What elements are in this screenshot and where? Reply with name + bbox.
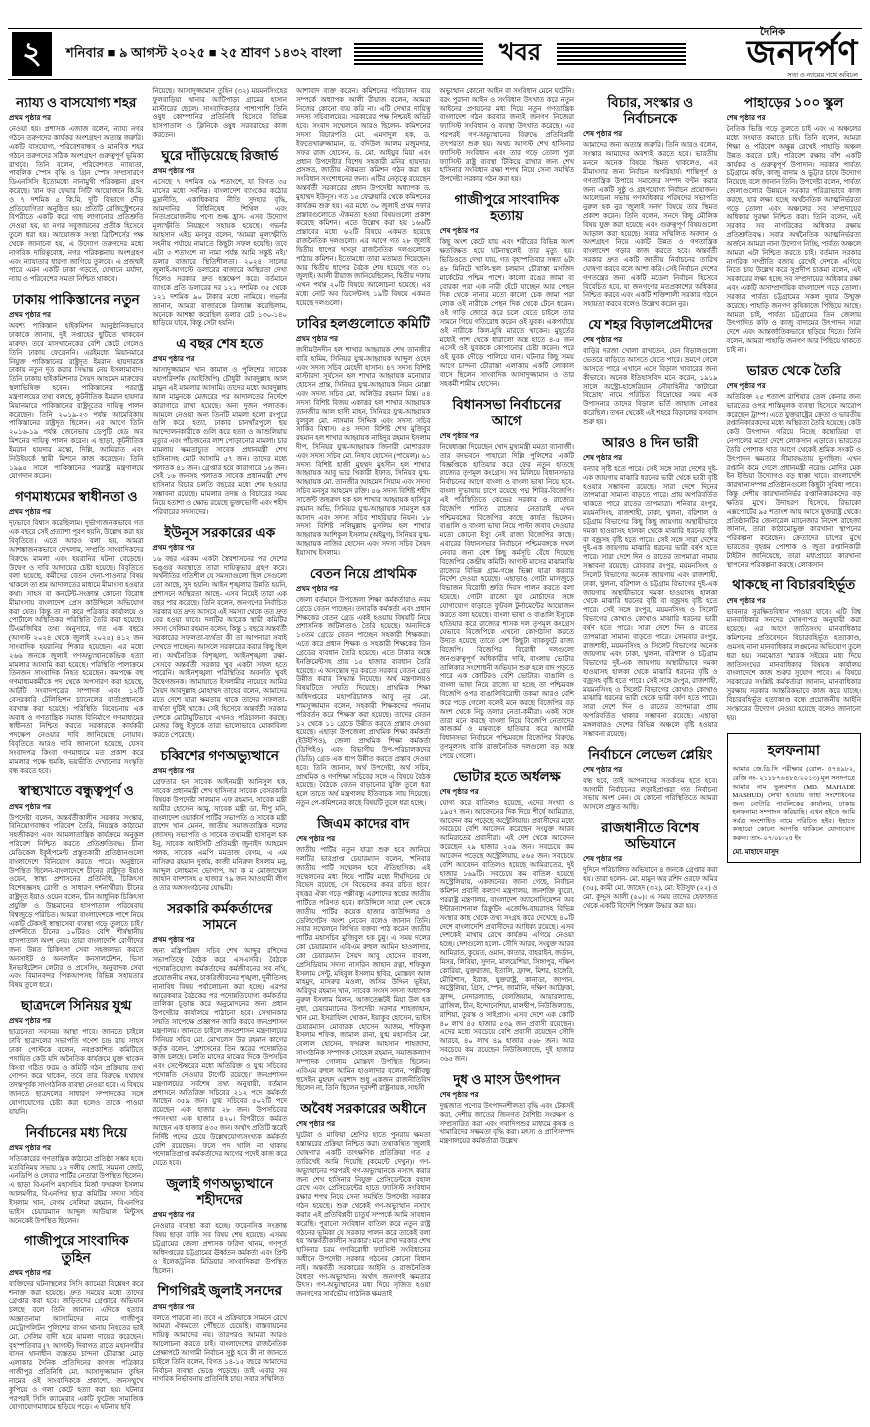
article-headline: বিচার, সংস্কার ও নির্বাচনকে [607, 95, 694, 127]
notice-body: আমার জে.ডি.সি পরীক্ষার (রোল- ৫৭৪৯৮২, রেজি নং- ২১১৮৭৬৪৮৫/২০১৩) মূল সনদপত্রে আমার নাম ভুলবশত (MD. MAHADE MASHUD) লেখা হওয়ায় তাহা সংশোধনের জন্য নোটারি পাবলিকের কার্যালয়, ঢাকায় হলফনামা সম্পাদন করিয়াছি। এখন হইতে আমি সর্বত্র সংশোধিত নামে পরিচিত হইব। ইহাতে কাহারো কোনো আপত্তি থাকিলে যোগাযোগ করুন। তাং- ০৭/০৮/২৫ ইং [732, 766, 855, 842]
article-body: অভ্যুত্থান কোনো আইন বা সংবিধান মেনে ঘটেনি। বরং পুরানা আইন ও সংবিধান উৎখাত করে নতুন আইনের প্রণয়নের মধ্য দিয়ে নতুন গণতান্ত্রিক বাংলাদেশ গঠন করবার জন্যই জনগণ নিজেরা ফ্যাসিস্ট সংবিধান ও ব্যবস্থা উৎখাত করেছে। এর পরপরই গণ-অভ্যুত্থানের বিরুদ্ধে প্রতিবিপ্লবী তৎপরতা শুরু হয়। অথচ আগস্ট শেখ হাসিনার ফ্যাসিস্ট সংবিধান এবং তার গড়ে তোলা পুরা ফ্যাসিস্ট রাষ্ট্র ব্যবস্থা টিকিয়ে রাখার জন্য শেখ হাসিনার সংবিধান রক্ষা শপথ নিয়ে সেনা সমর্থিত উপদেষ্টা সরকার গঠন করা হয়। [439, 88, 574, 184]
article-body: বলতে পারবো না। তবে এ প্রক্রিয়াকে সামনে রেখে আমরা ঐকমত্যে পৌঁছতে চেয়েছি। বাস্তবায়নের দায়িত্ব আমাদের নয়। তারপরও আমরা আরও আলোচনা করতে চাই। বাংলাদেশের রাজনৈতিক প্রেক্ষাপটে আগামী নির্বাচন সুষ্ঠু হবে কী না জানতে চাইলে তিনি বলেন, বিগত ১৪-১৫ বছরে আমাদের নির্বাচন ব্যবস্থা ভেঙে পড়েছে। তাই এবার সব নাগরিক নির্ভাবনায় প্রতিনিধি চায়। সবার সম্মিলিত [152, 1314, 287, 1384]
article-body: অতিরিক্ত ২৫ শতাংশ রাশিয়ার তেল কেনার জন্য ভারতের ওপর শাস্তিমূলক ব্যবস্থা হিসেবে আরোপ করেছেন ট্রাম্প। এতে যুক্তরাষ্ট্রের ক্রেতা ও ভারতীয় রপ্তানিকারকদের মধ্যে অস্থিরতা তৈরি হয়েছে। কেউ কেউ উৎপাদন গরিয়ে নিচ্ছে কম্বোডিয়া বা নেপালের মতো দেশে লোকসান এড়াতে। ভারতের তৈরি পোশাক খাত আগে থেকেই শ্রমিক সংকট ও উৎপাদন ক্ষমতার সীমাবদ্ধতায় ভুগছিল। এখন রপ্তানি কমে গেলে প্রধানমন্ত্রী নরেন্দ্র মোদির মেক ইন ইন্ডিয়া উদ্যোগও বড় ধাক্কা খাবে। বাংলাদেশি কারখানাসম্পন্ন প্রতিষ্ঠানগুলো কিছুটা সুবিধা পাবে। কিন্তু দেশীয় কারখানানির্ভর রপ্তানিকারকদের বড় ক্ষতির মুখে। উদাহরণ হিসেবে, রিভাকো এক্সপোর্টের ৯৫ শতাংশ আয় আসে যুক্তরাষ্ট্র থেকে। প্রতিষ্ঠানটির জেনারেল ম্যানেজার নিদেশ রাহেজা জানান, তারা কাঠামোভুক্ত কারখানা স্থাপনের পরিকল্পনা করেছেন। ক্রেতাদের চাপের মুখে ভারতের বৃহত্তম পোশাক ও জুতা রপ্তানিকারী টাইটান জানিয়েছে, তারা মধ্যপ্রাচ্যে কারখানা স্থাপনের পরিকল্পনা করছে। লোকসান [726, 393, 861, 569]
article-headline: নির্বাচনে লেভেল প্লেয়িং [588, 746, 713, 762]
continued-from-label: শেষ পৃষ্ঠার পর [726, 381, 766, 390]
news-column [727, 88, 862, 1417]
article-body: বন্যার সৃষ্টি হতে পারে। সেই সঙ্গে সারা দেশের দুই-এক জায়গায় মাঝারি ধরনের ভারী থেকে ভারী বৃষ্টি হওয়ার সম্ভাবনা রয়েছে। সারা দেশে দিনের তাপমাত্রা সামান্য বাড়তে পারে। প্রায় অপরিবর্তিত থাকতে পারে রাতের তাপমাত্রা। শনিবার রংপুর, ময়মনসিংহ, রাজশাহী, ঢাকা, খুলনা, বরিশাল ও চট্টগ্রাম বিভাগের কিছু কিছু জায়গায় অস্থায়ীভাবে দমকা হাওয়াসহ হালকা থেকে মাঝারি ধরনের বৃষ্টি বা বজ্রসহ বৃষ্টি হতে পারে। সেই সঙ্গে সারা দেশের দুই-এক জায়গায় মাঝারি ধরনের ভারী বর্ষণ হতে পারে। সারা দেশে দিন ও রাতের তাপমাত্রা নামায় সম্ভাবনা রয়েছে। রোববার রংপুর, ময়মনসিংহ ও সিলেট বিভাগের অনেক জায়গায় এবং রাজশাহী, ঢাকা, খুলনা, বরিশাল ও চট্টগ্রাম বিভাগের দুই-এক জায়গায় অস্থায়ীভাবে দমকা হাওয়াসহ হালকা থেকে মাঝারি ধরনের বৃষ্টি বা বজ্রসহ বৃষ্টি হতে পারে। সেই সঙ্গে রংপুর, ময়মনসিংহ ও সিলেট বিভাগের কোথাও কোথাও মাঝারি ধরনের ভারী বর্ষণ হতে পারে। সারা দেশে দিন ও রাতের তাপমাত্রা সামান্য বাড়তে পারে। সোমবার রংপুর, রাজশাহী, ময়মনসিংহ ও সিলেট বিভাগের অনেক জায়গায় এবং ঢাকা, খুলনা, বরিশাল ও চট্টগ্রাম বিভাগের দুই-এক জায়গায় অস্থায়ীভাবে দমকা হাওয়াসহ হালকা থেকে মাঝারি ধরনের বৃষ্টি ও বজ্রসহ বৃষ্টি হতে পারে। সেই সঙ্গে রংপুর, রাজশাহী, ময়মনসিংহ ও সিলেট বিভাগের কোথাও কোথাও মাঝারি ধরনের ভারী থেকে ভারী বর্ষণ হতে পারে। সারা দেশে দিন ও রাতের তাপমাত্রা প্রায় অপরিবর্তিত থাকার সম্ভাবনা রয়েছে। এছাড়া মঙ্গলবারও দেশের বিভিন্ন অঞ্চলে বৃষ্টি হওয়ার সম্ভাবনা রয়েছে। [583, 465, 718, 738]
decorative-rules-right [557, 43, 686, 65]
newspaper-masthead [708, 28, 858, 80]
article-headline: ঘুরে দাঁড়িয়েছে রিজার্ভ [161, 147, 279, 163]
article-body: দৃঢ়ভাবে বিশ্বাস করেছিলাম। দুর্ভাগ্যজনকভাবে গত এক বছরে সেই প্রত্যাশা পূরণ হয়নি, উল্লেখ করা হয় বিবৃতিতে। এতে আরও বলা হয়, আমরা আশঙ্কাজনকভাবে দেখলাম, সম্প্রতি সাংবাদিকদের বিরুদ্ধে মামলা এবং হয়রানির ঘটনা বেড়েছে। উদ্বেগ ও দাবি আদায়ের চেষ্টা হয়েছে। বিবৃতিতে বলা হয়েছে, কর্মীদের বেতন দেনা-পাওনার বিষয় থাকলে তা শ্রম আদালতের মাধ্যমে মীমাংসা হওয়ার কথা। সাহস বা কনটেন্ট-সংক্রান্ত কোনো বিরোধ মীমাংসায় বাংলাদেশ প্রেস কাউন্সিলে অভিযোগ করা যেত। কিন্তু তা না করে পত্রিকার কার্যালয়ে ও পোর্টালে অস্থিতিকর পরিস্থিতি তৈরি করা হয়েছে। টিএমজিবির তথ্য অনুসারে, গত এক বছরে (আগস্ট ২০২৪ থেকে জুলাই ২০২৫) ৪১২ জন সাংবাদিক হয়রানির শিকার হয়েছেন। এর মধ্যে ২৬৬ জনকে জুলাই গণঅভ্যুত্থানকেন্দ্রিক হত্যা মামলার আসামি করা হয়েছে। পরিস্থিতি পালাক্রমে তিনজন সাংবাদিক নিহত হয়েছেন। কমপক্ষে বহু গণমাধ্যমকর্মীকে পদ থেকে অপসারণ করা হয়েছে, আটটি সংবাদপত্রের সম্পাদক এবং ১২টি বেসরকারি টেলিভিশন চ্যানেলের বার্তাপ্রধানকে বরখাস্ত করা হয়েছে। পরিস্থিতি বিবেচনায় এক অবাধ ও গণতান্ত্রিক সমাজ বিনির্মাণে গণমাধ্যমের স্বাধীনতা নিশ্চিত করতে সরকারকে কার্যকরী পদক্ষেপ নেওয়ার দাবি জানিয়েছে নোয়াব। বিবৃতিতে আরও দাবি জানানো হয়েছে, যেসব সংবাদপত্র কিংবা গণমাধ্যমে মত প্রকাশ করে মামলার পক্ষে হুমকি, ভয়ভীতি দেখানোর সংস্কৃতি বন্ধ করতে হবে। [9, 520, 144, 775]
date-line: শনিবার ■ ৯ আগস্ট ২০২৫ ■ ২৫ শ্রাবণ ১৪৩২ বাংলা [66, 44, 342, 60]
continued-from-label: প্রথম পৃষ্ঠার পর [9, 802, 52, 811]
article-headline: বেতন নিয়ে প্রাথমিক [309, 565, 417, 581]
article-body: সত্যিকারের গণতান্ত্রিক কাঠামো প্রতিষ্ঠা সম্ভব হবে। মতবিনিময় সভায় ১২ দলীয় জোট, সমমনা জোট, এনডিপি ও লেবার পার্টির নেতারা উপস্থিত ছিলেন। এ ছাড়া বিএনপি মহাসচিব মির্জা ফখরুল ইসলাম আলমগীর, বিএনপির ছাত্র কমিটির সদস্য সচিব ইসলাম খান, বেগম সেলিমা রহমান, বিএনপির ভাইস চেয়ারম্যান আব্দুল আউয়াল মিন্টুসহ অনেকেই উপস্থিত ছিলেন। [9, 1155, 144, 1225]
article-headline: নির্বাচনের মধ্য দিয়ে [25, 1124, 128, 1140]
news-column [153, 88, 288, 1417]
article-body: এসেছে ৭ দশমিক ৩৯ শতাংশে, যা বিগত ৩৫ মাসের মধ্যে সর্বনিম্ন। বাংলাদেশ ব্যাংকের কঠোর মুদ্রানীতি, একাধিকবার নীতি সুদহার বৃদ্ধি, আমদানির বিধিনিষেধ শিথিল এবং নিত্যপ্রয়োজনীয় পণ্যে শুল্ক হ্রাস- এসব উদ্যোগ মূল্যস্ফীতি নিয়ন্ত্রণে সহায়ক হয়েছে। গভর্নর আহসান এইচ মনসুর বলেন, 'আমরা মূল্যস্ফীতি সহনীয় পর্যায়ে নামাতে কিছুটা সফল হয়েছি। তবে এটা ৩ শতাংশে না নামা পর্যন্ত আমি সন্তুষ্ট নই।' ডলার বাজারে স্থিতিশীলতা। ২০২৪ সালের জুলাই-আগস্টে ডলারের বাজারে অস্থিরতা দেখা দিলেও সরকার দ্রুত হস্তক্ষেপ করে। বর্তমানে ব্যাংকে প্রতি ডলারের দর ১২১ দশমিক ৩৫ থেকে ১২১ দশমিক ৯০ টাকার মধ্যে নামিয়ে। গভর্নর জানান, আমরা বাজারকে রিল্যাক্স করেছিলাম, অনেকে আশঙ্কা করেছিল ডলার রেট ১৩০-১৪০ ছাড়িয়ে যাবে, কিন্তু সেটা হয়নি। [152, 179, 287, 328]
article-body: ব্যক্তিদের ঘটনাস্থলের সিসি ক্যামেরা বিশ্লেষণ করে শনাক্ত করা হয়েছে। দ্রুত সময়ের মধ্যে তাদের গ্রেপ্তার করা হবে। জড়িতদের গ্রেপ্তারে অভিযান চলছে বলে তিনি জানান। এদিকে হত্যার অজ্ঞাতনামা আসামিদের নামে গাজীপুর মেট্রোপলিটন পুলিশের বাসন থানায় নিহতের ভাই মো. সেলিম বাদী হয়ে মামলা দায়ের করেছেন। বৃহস্পতিবার (৭ আগস্ট) দিবাগত রাতে মহানগরীর বাসন থানাধীন ব্যস্ততম চান্দনা চৌরাস্তা মোড় এলাকার দৈনিক প্রতিদিনের কাগজ পত্রিকার গাজীপুর প্রতিনিধি মো. আসাদুজ্জামান তুহিন নামের ওই সাংবাদিককে প্রকাশ্যে, জনসম্মুখে কুপিয়ে ও গলা কেটে হত্যা করা হয়। ঘটনার পরপরই সিসি ক্যামেরার একটি ফুটেজ সামাজিক যোগাযোগমাধ্যমে ছড়িয়ে পড়ে। এ ঘটনায় ছবি [9, 1280, 144, 1412]
article-headline: গাজীপুরে সাংবাদিক হত্যায় [454, 192, 560, 224]
continued-from-label: প্রথম পৃষ্ঠার পর [152, 167, 195, 176]
continued-from-label: প্রথম পৃষ্ঠার পর [152, 1302, 195, 1311]
continued-from-label: প্রথম পৃষ্ঠার পর [9, 311, 52, 320]
article-body: অবশ্য পাকিস্তান হাইকমিশন আনুষ্ঠানিকভাবে ঢাকাকে জানায়, দুই সপ্তাহের ছুটিতে থাকবেন মারুফ। তবে মাসখানেকের বেশি কেটে গেলেও তিনি ঢাকায় ফেরেননি। এরইমধ্যে মিয়ানমারে নিযুক্ত পাকিস্তানের রাষ্ট্রদূত ইমরান হায়দারকে ঢাকায় নতুন দূত করার সিদ্ধান্ত নেয় ইসলামাবাদ। তিনি ঢাকায় হাইকমিশনার সৈয়দ আহমেদ মারুফের স্থলাভিষিক্ত হবেন। পাকিস্তানের পররাষ্ট্র মন্ত্রণালয়ের তথ্য বলছে, কূটনীতিক ইমরান হায়দার মিয়ানমারে পাকিস্তানের রাষ্ট্রদূতের দায়িত্ব পালন করেছেন। তিনি ২০১৯-২৩ পর্যন্ত আমেরিকায় পাকিস্তানের রাষ্ট্রদূত ছিলেন। এর আগে তিনি ২০১৬-১৯ পর্যন্ত জেনেভায় ডেপুটি হেড অব মিশনের দায়িত্ব পালন করেন। এ ছাড়া, কূটনীতিক ইমরান হায়দার মস্কো, দিল্লি, আমিরাত এবং নিউইয়র্কে স্থায়ী মিশনে কাজ করেছেন। তিনি ১৯৯৫ সালে পাকিস্তানের পররাষ্ট্র মন্ত্রণালয়ে যোগদান করেন। [9, 323, 144, 481]
article-body: যোগ্য করে বাতিলও হয়েছে, এদের সংখ্যা ও ১৯৫৭ জন। আবেদনের দিক দিয়ে শীর্ষে আমিরাত, আবেদন কম পড়েছে অস্ট্রেলিয়ায়। প্রবাসীদের মধ্যে সবচেয়ে বেশি আবেদন করেছেন সংযুক্ত আরব আমিরাতের প্রবাসীরা। এই দেশ থেকে আবেদন করেছেন ২৯ হাজার ২৫৯ জন। সবচেয়ে কম আবেদন পড়েছে অস্ট্রেলিয়ায়, ৫৬৫ জন। সবচেয়ে বেশি আবেদন বাতিলও হয়েছে আমিরাতের, দুই হাজার ১৬৯টি। সবচেয়ে কম বাতিল হয়েছে অস্ট্রেলিয়ায়, একজনের। জানা গেছে, নির্বাচন কমিশন প্রবাসী কল্যাণ মন্ত্রণালয়, জনশক্তি ব্যুরো, পররাষ্ট্র মন্ত্রণালয়, বাংলাদেশ অ্যাসোসিয়েশন অব ইন্টারন্যাশনাল রিক্রুটিং এজেন্সি-বায়রাসহ বিভিন্ন সংস্থার কাছ থেকে তথ্য সংগ্রহ করে দেখেছে ৪০টি দেশে বাংলাদেশি প্রবাসীদের আধিক্য রয়েছে। এসব দেশকেই মাথায় রেখে কার্যক্রম এগিয়ে নেওয়া হচ্ছে। দেশগুলো হলো- সৌদি আরব, সংযুক্ত আরব আমিরাত, কুয়েত, ওমান, কাতার, বাহরাইন, জর্ডান, মিসর, লিবিয়া, সুদান, মালয়েশিয়া, সিঙ্গাপুর, দক্ষিণ কোরিয়া, যুক্তরাজ্য, ইতালি, ফ্রান্স, মিশর, হাঙ্গেরি, মৌরিশাস, ইরাক, যুক্তরাষ্ট্র, কানাডা, জাপান, অস্ট্রেলিয়া, গ্রিস, স্পেন, জার্মানি, দক্ষিণ আফ্রিকা, ফ্রান্স, নেদারল্যান্ড, বেলজিয়াম, আয়ারল্যান্ড, ব্রাজিল, চীন, ইন্দোনেশিয়া, মালদ্বীপ, নিউজিল্যান্ড, রাশিয়া, তুরস্ক ও সাইপ্রাস। এসব দেশে এক কোটি ৪০ লাখ ৪৫ হাজার ৫৩৯ জন প্রবাসী রয়েছেন। এদের মধ্যে সবচেয়ে বেশি প্রবাসী রয়েছেন সৌদি আরবে, ৪০ লাখ ৪৯ হাজার ৫৬৮ জন। আর সবচেয়ে কম রয়েছেন নিউজিল্যান্ডে, দুই হাজার ৩৬৫ জন। [439, 799, 574, 1063]
notice-signature: মো. মাহাদে মাসুদ [732, 848, 779, 857]
article-body: জাতীয় পার্টির নতুন যাত্রা শুরু হবে জানিয়ে দলটির ভারপ্রাপ্ত চেয়ারম্যান বলেন, 'শনিবার জাতীয় পার্টি সম্মেলন হবে ঐতিহাসিক। এই সম্মেলনের মধ্য দিয়ে পার্টির মধ্যে দীর্ঘদিনের যে বিভেদ রয়েছে, সে বিভেদের কবর রচিত হবে।' বৃহত্তর ঐক্য গড়ে পল্লীবন্ধু এরশাদের স্বপ্নের জাতীয় পার্টিতে পরিণত হবে। কাউন্সিলে সারা দেশ থেকে জাতীয় পার্টির কয়েক হাজার কাউন্সিলর ও ডেলিগেটস অংশ নেবেন বলেও জানান তিনি। সবার সম্মেলনে লিখিত বক্তব্য পাঠ করেন জাতীয় পার্টির মহাসচিব মুজিবুল হক চুন্নু। এ সময় দলের কো চেয়ারম্যান এবিএম রুহুল আমিন হাওলাদার, কো চেয়ারম্যান সৈয়দ আবু হোসেন বাবলা, প্রেসিডিয়াম সদস্য নাসরিন জাহান রত্না, শফিকুল ইসলাম সেন্টু, মহিবুল ইসলাম ছবির, মোস্তফা আল মাহমুদ, মাসরুর মওলা, জসিম উদ্দিন ভূইয়া, অরিফুর রহমান খান, সাবেক সংসদ সদস্য অধ্যাপক নুরুল ইসলাম মিলন, আজতেক্সটই মিয়া উল হক নুধা, চেয়ারম্যানের উপদেষ্টা সরদার শাহজাহান, খান মো. ইসরাফিল খোকন, ইয়াকুব হোসেন, ভাইস চেয়ারম্যান মোবারক হোসেন আজম, শফিকুল ইসলাম শফিক, জামাল রানা, যুগ্ম মহাসচিব মো. বেলাল হোসেন, ফখরুল আহসান শাহজাদা, সাংগঠনিক সম্পাদক সোহেল রহমান, সমাজকল্যাণ সম্পাদক গোলাম মোস্তফা উপস্থিত ছিলেন। এবিএম রুহুল আমিন হাওলাদার বলেন, 'পল্লীবন্ধু হুসেইন মুহম্মদ এরশাদ শুধু একজন রাজনীতিবিদ ছিলেন না, তিনি ছিলেন দূরদর্শী রাষ্ট্রনায়ক, সাহসী [296, 847, 431, 1093]
article-headline: গণমাধ্যমের স্বাধীনতা ও [14, 489, 138, 505]
article-headline: ভোটার হতে অর্ধলক্ষ [452, 768, 561, 784]
article-headline: জিএম কাদের বাদ [317, 815, 410, 831]
continued-from-label: শেষ পৃষ্ঠার পর [583, 130, 623, 139]
article-headline: গাজীপুরে সাংবাদিক তুহিন [23, 1233, 129, 1265]
decorative-rules-left [354, 43, 483, 65]
continued-from-label: প্রথম পৃষ্ঠার পর [152, 1211, 195, 1220]
continued-from-label: প্রথম পৃষ্ঠার পর [9, 1268, 52, 1277]
article-headline: অবৈধ সরকারের অধীনে [300, 1101, 427, 1117]
article-body: জন্য মন্ত্রিপরিষদ সচিব শেখ আব্দুর রশিদের সভাপতিত্বে বৈঠক করে এসএসবি। বৈঠকে পদোন্নতিযোগ্য কর্মকর্তাদের কর্মজীবনের সব নথি, প্রয়োজনীয় নম্বর, চাকরিজীবনের শৃঙ্খলা, দুর্নীতিসহ নানাবিধ বিষয় পর্যালোচনা করা হচ্ছে। এরপর আরেকবার বৈঠকের পর পদোন্নতিযোগ্য কর্মকর্তার তালিকা চূড়ান্ত করে অনুমোদনের জন্য প্রধান উপদেষ্টার কার্যালয়ে পাঠানো হবে। সেখানকার সম্মতি সাপেক্ষে প্রজ্ঞাপন জারি করবে জনপ্রশাসন মন্ত্রণালয়। জানতে চাইলে জনপ্রশাসন মন্ত্রণালয়ের সিনিয়র সচিব মো. মোখলেস উর রহমান কাগের কর্তৃক বলেন, 'প্রশাসনের তিন স্তরের পদোন্নতির কাজ চলছে। চলতি মাসের মাঝের দিকে উপসচিব এবং সেপ্টেম্বরের মধ্যে অতিরিক্ত ও যুগ্ম সচিবের পদোন্নতি দেওয়ার টার্গেট রয়েছে।' জনপ্রশাসন মন্ত্রণালয়ের সর্বশেষ তথ্য অনুযায়ী, বর্তমান প্রশাসনে অতিরিক্ত সচিবের ২১২ পদে কর্মকর্তা আছেন ৩৫৯ জন। যুগ্ম সচিবের ৫০২টি পদে রয়েছেন এক হাজার ২৮ জন। উপসচিবের পদসংখ্যা এক হাজার ৪২০। বিপরীতে কর্মরত আছেন এক হাজার ৪৩৫ জন। অর্থাৎ প্রতিটি স্তরেই নির্দিষ্ট পদের চেয়ে উল্লেখযোগ্যসংখ্যক কর্মকর্তা বেশি রয়েছেন। ফলে পদ খালি না থাকায় পদোন্নতিপ্রাপ্ত কর্মকর্তাদের আগের পদেই কাজ করে যেতে হবে। [152, 948, 287, 1168]
article-headline: সরকারি কর্মকর্তাদের সামনে [167, 901, 273, 933]
masthead-daily-label: দৈনিক [760, 27, 786, 39]
article-headline: যে শহর বিড়ালপ্রেমীদের [588, 317, 713, 333]
article-body: উপদেষ্টা বলেন, অন্তর্বর্তীকালীন সরকার সংস্কার, বিনিয়োগবান্ধব পরিবেশ তৈরি, নিয়ন্ত্রক কাঠামো সহজীকরণ এবং আমলাতান্ত্রিক কার্যক্রমে অনুকূল পরিবেশ নিশ্চিত করতে প্রতিশ্রুতিবদ্ধ। চীনা মেডিকেল ইকুইপমেন্ট প্রস্তুতকারী প্রতিষ্ঠানগুলো বাংলাদেশে বিনিয়োগ করতে পারে। অনুষ্ঠানে উপস্থিত ছিলেন-বাংলাদেশে চীনের রাষ্ট্রদূত ইয়াও ওয়েন, স্বাস্থ্য প্রশাসনের প্রতিনিধি, চিকিৎসা বিশেষজ্ঞসহ রোগী ও সাধারণ দর্শনার্থীরা। চীনের রাষ্ট্রদূত ইয়াও ওয়েন বলেন, 'চীন আধুনিক চিকিৎসা প্রযুক্তি ও উচ্চমানের হাসপাতাল পরিষেবায় বিশ্বজুড়ে পরিচিত। আমরা বাংলাদেশকে পাশে নিয়ে একটি টেকসই স্বাস্থ্যসেবা ব্যবস্থা গড়ে তুলতে চাই।' প্রদর্শনীতে চীনের ১০টিরও বেশি শীর্ষস্থানীয় হাসপাতাল অংশ নেয়। তারা বাংলাদেশি রোগীদের জন্য উন্নত চিকিৎসা সেবা সহজলভ্য করতে অনসাইট ও অনলাইন কনসালটেশন, ভিসা ইনভাইটেশন লেটার ও প্রসেসিং, অনুবাদক সেবা এবং বিমানবন্দর পিকআপসহ বিভিন্ন সহায়তার বিষয় তুলে ধরে। [9, 814, 144, 990]
affidavit-notice-box [727, 733, 862, 863]
continued-from-label: শেষ পৃষ্ঠার পর [296, 1120, 336, 1129]
article-body: বন্ধ হবে, তাই আপনাদের সতর্কতম হতে হবে। আগামী নির্বাচনের লড়াইপ্রাপ্তরা গত নির্বাচনা সভায় অংশ নেন। যে কোনো পরিস্থিতিতে আমরা আসলে প্রস্তুত আছি। [583, 777, 718, 812]
masthead-title: জনদর্পণ [746, 35, 859, 74]
article-headline: দুধ ও মাংস উৎপাদন [453, 1071, 561, 1087]
article-headline: ঢাকায় পাকিস্তানের নতুন [12, 292, 140, 308]
article-headline: বিধানসভা নির্বাচনের আগে [452, 396, 562, 428]
news-column [440, 88, 575, 1417]
continued-from-label: শেষ পৃষ্ঠার পর [583, 855, 623, 864]
continued-from-label: প্রথম পৃষ্ঠার পর [296, 584, 339, 593]
article-body: গ্রেফতার হন সাবেক আইনমন্ত্রী আনিসুল হক, সাবেক প্রধানমন্ত্রী শেখ হাসিনার সাবেক বেসরকারি বিষয়ক উপদেষ্টা সালমান এফ রহমান, সাবেক মন্ত্রী আমীর হোসেন আমু, সাবেক মন্ত্রী ডা. দীপু মনি, বাংলাদেশ ওয়ার্কার্স পার্টির সভাপতি ও সাবেক মন্ত্রী রাশেদ খান মেনন, জাতীয় সমাজতান্ত্রিক দলের (জাসদ) সভাপতি ও সাবেক তথ্যমন্ত্রী হাসানুল হক ইনু, সাবেক আইসিটি প্রতিমন্ত্রী জুনাইদ আহমেদ পলক, সাবেক এমপি মমতাজ বেগম, এ এম নাসিরুর রহমান দুর্জয়, কাজী মনিরুল ইসলাম মনু, আব্দুল লোহমান ভোগাপ, আ ক ম মোজাম্মেল জাহান বাদশাসহ ৫ হাজার ৭৯ জন আওয়ামী লীগ ও তার অঙ্গসংগঠনের যোদ্ধমী। [152, 779, 287, 893]
section-title: খবর [498, 40, 542, 66]
continued-from-label: প্রথম পৃষ্ঠার পর [9, 1017, 52, 1026]
article-body: নেওয়া হয়। প্রশাসক এজাজ বলেন, ন্যায্য নগর গঠনে তরুণদের কার্যকর অংশগ্রহণ অত্যন্ত জরুরি। একটি বাসযোগ্য, পরিবেশবান্ধব ও মানবিক শহর গঠনে তরুণদের সঠিক অংশগ্রহণ গুরুত্বপূর্ণ ভূমিকা রাখবে। তিনি বলেন, পরিবেশগত ন্যায্যতা, পাবলিক স্পেস বৃদ্ধি ও গ্রিন স্পেস সম্প্রসারণে ডিএনসিসি ইতোমধ্যে নানামুখী পরিকল্পনা গ্রহণ করেছে। 'রান ফর ফেয়ার সিটি' আয়োজনে কি.মি. ও ৭ দশমিক ৫ কি.মি. দুটি বিভাগে দৌড় প্রতিযোগিতা অনুষ্ঠিত হয়। প্রতিটি রেজিস্ট্রেশনের বিপরীতে একটি করে গাছ লাগানোর প্রতিশ্রুতি দেওয়া হয়, যা নগর সবুজায়নের প্রতীক হিসেবে তুলে ধরা হয়। আয়োজক সংস্থা ব্রিটিশর্সের পক্ষ থেকে জানানো হয়, এ উদ্যোগ তরুণদের মধ্যে নাগরিক দায়িত্ববোধ, নগর পরিকল্পনায় অংশগ্রহণ এবং ন্যায্যতার ধারণা জাগিয়ে তুলবে। এ প্রজন্মই পারে এমন একটি ঢাকা গড়তে, যেখানে মর্যাদা, ন্যায় ও পরিবেশের সমতা নিশ্চিত থাকবে। [9, 126, 144, 284]
continued-from-label: শেষ পৃষ্ঠার পর [583, 453, 623, 462]
article-headline: ইউনূস সরকারের এক [164, 524, 276, 540]
continued-from-label: প্রথম পৃষ্ঠার পর [9, 508, 52, 517]
article-body: আশাবাদ ব্যক্ত করেন। কমিশনের পরিচালন ব্যয় সম্পর্কে অধ্যাপক আলী রীয়াজ বলেন, আমরা নিজের কোনো ব্যয় করি না। এটি দেখার দায়িত্ব সদস্য সচিবালয়ের। সরকারের পক্ষ নিশ্চয়ই অডিট হবে। সংবাদ সম্মেলনে আরও ছিলেন- কমিশনের সদস্য বিচারপতি মো. এমদাদুল হক, ড. ইফতেখারুজ্জামান, ড. বদিউল আলম মজুমদার, সফর রাজ হোসেন, ড. মো. আইয়ুব মিয়া এবং প্রধান উপদেষ্টার বিশেষ সহকারী মনির হায়দার। প্রসঙ্গত, জাতীয় ঐকমত্য কমিশন গঠন করা হয় সংবিধান সংশোধনের জন্য। এটির নেতৃত্বে রয়েছেন অন্তর্বর্তী সরকারের প্রধান উপদেষ্টা অধ্যাপক ড. মুহাম্মদ ইউনূস। গত ১৫ ফেব্রুয়ারি থেকে কমিশনের কার্যক্রম শুরু হয়। এর মধ্যে ৩০ জুলাই প্রথম দফার প্রস্তাবগুলোতে ঐকমত্য হওয়া বিষয়গুলো প্রকাশ করেছে কমিশন। এতে উল্লেখ করা হয় ১৬৬টি প্রস্তাবের মধ্যে ৬২টি বিষয়ে একমত হয়েছে রাজনৈতিক দলগুলো। এর আগে গত ২৮ জুলাই দ্বিতীয় ধাপের খসড়া রাজনৈতিক দলগুলোকে পাঠায় কমিশন। ইতোমধ্যে তারা মতামত দিয়েছেন। আর দ্বিতীয় ধাপের বৈঠক শেষ হয়েছে গত ৩১ জুলাই। আলী রীয়াজ জানিয়েছিলেন, দ্বিতীয় দফায় এখন পর্যন্ত ২০টি বিষয়ে আলোচনা হয়েছে। এর মধ্যে নোট অব ডিসেন্টসহ ১৯টি বিষয়ে একমত হয়েছে দলগুলো। [296, 88, 431, 307]
article-body: জসীমউদদীন হল শাখার আহ্বায়ক শেখ তানজীর বারি হামিম, সিনিয়র যুগ্ম-আহ্বায়ক আব্দুল ওহেদ এবং সদস্য সচিব মেহেদী হাসান। ৪৭ সদস্য বিশিষ্ট মাস্টারদা সূর্যসেন হল শাখার আহ্বায়ক মনোয়ার হোসেন প্রান্ত, সিনিয়র যুগ্ম-আহ্বায়ক নিয়ন মোল্লা এবং সদস্য সচিব মো. অলিউর রহমান মিন্ত। ৫৪ সদস্য বিশিষ্ট বিজয় একাত্তর হল শাখার আহ্বায়ক তানজীর আল হাসী মাহন, সিনিয়র যুগ্ম-আহ্বায়ক বুলবুল মো. নাসমান সিদ্দিক এবং সদস্য সচিব সাকিব বিশ্বাস। ৫৪ সদস্য বিশিষ্ট শেখ মুজিবুর রহমান হল শাখার আহ্বায়ক নাহিদুর রহমান ইসলাম দীপ, সিনিয়র যুগ্ম-আহ্বায়ক জিনারী মোশাররফ এবং সদস্য সচিব মো. নিহাব হোসেন (পায়েল)। ৬১ সদস্য বিশিষ্ট হাজী মুহম্মদ মুহসীন হল শাখার আহ্বায়ক আবু ভার খিকারী ইফাত, সিনিয়র যুগ্ম-আহ্বায়ক মো. তানজীর আহমেদ সিয়াম এবং সদস্য সচিব মনসুর আহমেদ রক্তি। ৫৬ সদস্য বিশিষ্ট শহীদ সার্জেন্ট জহুরুল হক হল শাখার আহ্বায়ক হাসিবুর রহমান অভি, সিনিয়র যুগ্ম-আহ্বায়ক সামসুল হক আসাদ এবং সদস্য সচিব শাহরিয়ার নিয়ন। ১৮ সদস্য বিশিষ্ট সলিমুল্লাহ মুসলিম হল শাখার আহ্বায়ক আশিকুল ইসলাম (অইমুগ), সিনিয়র যুগ্ম-আহ্বায়ক নাজিব হোসেন এবং সদস্য সচিব সৈয়দ ইয়াসাখ ইসলাম। [296, 346, 431, 557]
article-headline: ন্যায্য ও বাসযোগ্য শহর [16, 95, 137, 110]
article-body: ভাবনার সুরক্ষিতবিধান পাওয়া যাবে। এটি বিশ্ব মানবাধিকার সনদের ঘোষণাপত্র অনুযায়ী করা হয়েছে। এর আগে জাতিসংঘ মানবাধিকার কমিশনের প্রতিবেদনে বিচারবহির্ভূত হত্যাকাণ্ড, গুমসহ নানা মানবাধিকার লঙ্ঘনের অভিযোগ তুলে ধরা হয়। সমঝোতা স্মারক সইয়ের মধ্য দিয়ে জাতিসংঘের মানবাধিকার বিষয়ক কার্যালয় বাংলাদেশে কাজ শুরুর সুযোগ পাবে। এ বিষয়ে সরকারের সংশ্লিষ্ট কর্মকর্তারা জানান, মানবাধিকার সুরক্ষায় সরকার আন্তরিকভাবে কাজ করে যাচ্ছে। বিচারবহির্ভূত হত্যাকাণ্ড বন্ধে প্রয়োজনীয় আইনি সংস্কারের উদ্যোগ নেওয়া হয়েছে বলেও জানানো হয়। [726, 608, 861, 722]
article-headline: রাজধানীতে বিশেষ অভিযানে [601, 820, 700, 852]
article-headline: এ বছর শেষ হতে [176, 336, 264, 352]
article-body: ১৬ বছর এরকম একটা স্বৈরশাসনের পর দেশের ভঙ্গুর অবস্থাতে তারা দায়িত্বভার গ্রহণ করে। অর্থনীতির গতিশীল যে সমস্যাগুলো ছিল সেগুলো তো আছে, সুদ হয়নি। আইন শৃঙ্খলার উন্নতি হয়নি, প্রশাসনে অস্থিরতা আছে- এসব নিয়েই তারা এক বছর পার করেছে। তিনি বলেন, জনগণের নির্বাচিত সরকার যত দ্রুত আসবে এই সমস্যা থেকে তত দ্রুত বের হওয়া যাবে। দলটির আরেক স্থায়ী কমিটির সদস্য সেলিমা রহমান বলেন, কিন্তু ১ বছরে অন্তর্বর্তী সরকারের সফলতা-ব্যর্থতা কী তা আপনারা সবাই দেখতে পাচ্ছেন। আসলে সরকারের করার কিছু ছিল না। অর্থনৈতিক বিশৃঙ্খলা, আইনশৃঙ্খলা রক্ষা- সেসবে অন্তর্বর্তী সরকার খুব একটা সফল হতে পারেনি। আইনশৃঙ্খলা পরিস্থিতির অবনতি খুবই উদ্বেগজনক। জামায়াতে ইসলামীর নায়েবে আমির সৈয়দ আবদুল্লাহ মোহাম্মদ তাহের বলেন, আমাদের মতে দেশে যারা ক্ষমতায় থাকে তাদের সফলতা-ব্যর্থতা দুটিই থাকে। সেই হিসেবে অন্তর্বর্তী সরকার দেশকে মোটামুটিভাবে এখনও পরিচালনা করছে। মেজর কিছু ইস্যুকে তারা ভালোভাবে মোকাবিলা করতে পেরেছে। [152, 555, 287, 740]
continued-from-label: প্রথম পৃষ্ঠার পর [9, 1143, 52, 1152]
continued-from-label: শেষ পৃষ্ঠার পর [726, 596, 766, 605]
article-body: আসাদুজ্জামান খান কামাল ও পুলিশের সাবেক মহাপরিদর্শক (আইজিপি) চৌধুরী আবদুল্লাহ আল মামুন এই মামলার আসামি। তাদের মধ্যে আবদুল্লাহ আল মামুনকে মেজরের পর আদালতের নির্দেশে কারাগারে রাখা হয়েছে। অন্য দুজন পলাতক। আমলে নেওয়া অন্য তিনটি মামলা হলো রংপুরে গুলি করে হত্যা, ঢাকার চানখাঁরপুলে ছয় আন্দোলনকারীকে গুলি করে হত্যা ও আশুলিয়ায় মৃত্যুর এবং পাঁচজনের লাশ পোড়ানোর মামলা। চার মামলায় ক্ষমতাচ্যুত সাবেক প্রধানমন্ত্রী শেখ হাসিনাসহ মোট আসামি ৫৭ জন। তাদের মধ্যে পলাতক ৪১ জন। গ্রেপ্তার হয়ে কারাগারে ১৬ জন। সেই ১৬ জনসহ পলাতক সাবেক প্রধানমন্ত্রী শেখ হাসিনার বিচার চলতি বছরের মধ্যে শেষ হওয়ার সম্ভাবনা রয়েছে। মামলার তদন্ত ও বিচারের সময় নিয়ে হতাশা ও ক্ষোভ রয়েছে ভুক্তভোগী এবং শহীদ পরিবারের সদস্যদের। [152, 367, 287, 516]
article-body: কিছু অংশ কেটে যায় এবং শরীরের বিভিন্ন অংশ ক্ষতবিক্ষত হয়ে ঘটনাস্থলেই তার মৃত্যু হয়। ভিডিওতে দেখা যায়, গত বৃহস্পতিবার সন্ধ্যা ৬টা ৪৮ মিনিটে খালি-স্থল চলমান চৌরাস্তা মসজিদ মার্কেটের পশ্চিম পাশে। কালো রঙের জামা বা বোরকা পরা এক নারী হেঁটে যাচ্ছেন আর পেছন দিক থেকে নানার মতো কালো চেক জামা পরা লোক ওই নারীকে পেছন দিক থেকে টেনে ধরেন। ওই গাড়ি জোরে করে চলে যেতে চাইলে তার সামনে গিয়ে গতিরোধ করেন ওই যুবক। একপর্যায়ে ওই নারীকে কিল-ঘুষি মারতে থাকেন। মুহূর্তের মধ্যেই পাশ থেকে ধারালো অস্ত্র হাতে ৪-৫ জন এসেই ওই যুবককে কোপানোর চেষ্টা করেন। পরে ওই যুবক দৌড়ে পালিয়ে যান। ঘটনার কিছু সময় আগে চান্দনা চৌরাস্তা এলাকায় একটি লোকাল বাসে ছিলেন সাংবাদিক আসাদুজ্জামান ও তার সহকর্মী শামীম হোসেন। [439, 239, 574, 388]
article-headline: শিগগিরই জুলাই সনদের [157, 1283, 283, 1299]
continued-from-label: প্রথম পৃষ্ঠার পর [152, 355, 195, 364]
continued-from-label: প্রথম পৃষ্ঠার পর [152, 767, 195, 776]
continued-from-label: শেষ পৃষ্ঠার পর [583, 336, 623, 345]
article-headline: জুলাই গণঅভ্যুত্থানে শহীদদের [166, 1176, 274, 1208]
continued-from-label: প্রথম পৃষ্ঠার পর [152, 543, 195, 552]
article-body: নৈতিক ভিত্তি গড়ে তুলতে চাই এবং এ অঞ্চলের মধ্যে সংঘাত কমাতে চাই। তিনি বলেন, আমরা শিক্ষা ও পরিবেশ অক্ষুন্ন রেখেই পাহাড়ি অঞ্চল উন্নত করতে চাই। পরিবেশ রক্ষায় বাঁশ একটি কার্যকর ও গুরুত্বপূর্ণ উপাদান। সরকার পার্বত্য চট্টগ্রামে কফি, কাজু বাদাম ও ভুট্টার চাষে উদ্যোগ নিয়েছে বলে জানান তিনি। উপদেষ্টা বলেন, পার্বত্য জেলাগুলোর উন্নয়নে সরকার পরিত্রাভাবে কাজ করছে, যার লক্ষ্য হচ্ছে অর্থনৈতিক আত্মনির্ভরতা গড়ে তোলা এবং অঞ্চলের সব সম্প্রদায়ের অধিকার সুরক্ষা নিশ্চিত করা। তিনি বলেন, এই সরকার সব নাগরিকের অধিকার রক্ষায় প্রতিশ্রুতিবদ্ধ। সবার অর্থনৈতিক আত্মনির্ভরতা অর্জনে আমরা নানা উদ্যোগ নিচ্ছি, পার্বত্য অঞ্চলে আমরা এটা নিশ্চিত করতে চাই। বর্তমান সরকার নাগরিক সম্প্রীতি বজায় রেখেই দেশকে এগিয়ে নিতে চায় উল্লেখ করে সুপ্রদীপ চাকমা বলেন, এই সরকারের লক্ষ্য হচ্ছে সব সম্প্রদায়ের অধিকার রক্ষা এবং একটি অসাম্প্রদায়িক বাংলাদেশ গড়ে তোলা। সরকার পার্বত্য চট্টগ্রামের সকল দুয়ার উন্মুক্ত করেছে। পাহাড়ি জনগণ কৃষিকাজে পিছিয়ে আছে। আমরা চাই, পার্বত্য চট্টগ্রামের তিন জেলায় উৎপাদিত কফি ও কাজু বাদামের উৎপাদন সারা দেশে এবং আন্তর্জাতিকভাবে ছড়িয়ে দিতে। তিনি বলেন, আমরা পাহাড়ি জনগণ আর পিছিয়ে থাকতে চাই না। [726, 126, 861, 354]
page-header [8, 28, 862, 80]
continued-from-label: শেষ পৃষ্ঠার পর [296, 835, 336, 844]
continued-from-label: শেষ পৃষ্ঠার পর [439, 227, 479, 236]
article-body: নিষেধাজ্ঞা দিয়েছেন খোদ মুখ্যমন্ত্রী মমতা ব্যানার্জী। তার বদভবনে পাহারো দিল্লি পুলিশের একটি বিজ্ঞপ্তিকে হাতিয়ার করে ফের নতুন হাতছে রাজ্যের তৃণমূল কংগ্রেস। সব মিলিয়ে বিধানসভার নির্বাচনের আগে বাংলা ও বাংলা ভাষা নিয়ে হবে-বাংলা দু'ভাষায় চাপে রয়েছে পদ্ম শিবির-বিজেপি। এই পরিস্থিতিতে কেন্দ্রের সরকার ও রাজ্যের বিজেপি শাসিত রাজ্যের নেতারাই এখন পশ্চিমবঙ্গের বিজেপির কাছে কার্যত ভিলেন। বাঙালি ও বাংলা ভাষা নিয়ে পাল্টা জবাব দেওয়ার মতো কোনো ইস্যু নেই রাজ্য বিজেপির কাছে। এবারের বিধানসভার নির্বাচনে পশ্চিমবঙ্গকে দখল নেবার জন্য বেশ কিছু কর্মসূচি বেঁধে দিয়েছে বিজেপির কেন্দ্রীয় কমিটি। আগস্ট মাসের মাঝামাঝি রাজ্যের বিভিন্ন গ্রাম-গঞ্জে ভিক্সা যাত্রা করবার নির্দেশ দেওয়া হয়েছে। এছাড়াও গোটা মাসজুড়ে বিভাজন বিরোধী শ্রুতি দিবস পালন করতে বলা হয়েছে। গোটা রাজ্যে যুব মোর্চাদের সঙ্গে যোগাযোগ বাড়াতে ফুটবল টুর্নামেন্টের আয়োজন করতে বলা হয়েছে। বাংলা ভাষা ও বাঙালি ইস্যুকে হাতিয়ার করে রাজ্যের শাসক দল তৃণমূল কংগ্রেস যেভাবে বিজেপিকে এখনো কোণঠাসা করতে উদ্যত হয়েছে তাতে বেশ কিছুটা ব্যাকফুটে রাজ্য বিজেপি। বিজেপির বিরোধী দলগুলো জনগুরুত্বপূর্ণ অধিকারীর দাবি, বাংলায় ভোটার তালিকার সংশোধনী অভিযান শুরু হলে বাদ পড়তে পারে এক কোটিরও বেশি ভোটার। বাঙালি ও বাংলা ভাষা নিয়ে রাজ্যে যা হচ্ছে তা পশ্চিমবঙ্গ বিজেপি ওপর বাঙালিবিরোধী তকমা আরও বেশি করে পড়ে গেলো বলেই মনে করছে বিজেপির বড় অংশ থেকে নিচু তলার নেতা-কর্মীরা। একই সঙ্গে তারা মনে করছে বাংলা নিয়ে বিজেপি নেতাদের কাজকর্ম ও মন্তব্যকে হাতিয়ার করে আগামী বিধানসভা নির্বাচনে পশ্চিমবঙ্গে বিজেপির বিরুদ্ধে তৃণমূলসহ বাকি রাজনৈতিক দলগুলো বড় অস্ত্র পেয়ে গেলো। [439, 443, 574, 760]
continued-from-label: শেষ পৃষ্ঠার পর [439, 787, 479, 796]
article-body: নিয়েছে। আসাদুজ্জামান তুহিন (৩২) ময়মনসিংহের ফুলবাড়িয়া থানার আটিপাড়া গ্রামের হাসান মাস্টারের ছেলে। সাংবাদিকতার পাশাপাশি তিনি ওষুধ কোম্পানির প্রতিনিধি হিসেবে বিভিন্ন হাসপাতাল ও ক্লিনিকে ওষুধ সরবরাহের কাজ করতেন। [152, 88, 287, 140]
article-headline: স্বাস্থ্যখাতে বন্ধুত্বপূর্ণ ও [18, 783, 134, 799]
article-body: বাড়ির দরজা খোলা রাখতেন, যেন বিড়ালগুলো ভেতরে বাড়িতে আসতে যেতে পারে। ভ্রমণে গেলে আসতে পারে এখানে এসে বিড়াল খাবারের জন্য কীভাবে। অনেক ইতিহাসবিদ মনে করেন, ১৯১৯ সালে অস্ট্রো-হাঙ্গেরিয়ান নৌবাহিনীর 'কাটারো বিদ্রোহ' নামে পরিচিত বিদ্রোহের সময় এক উপাসনার তাদের বিড়াল ভর্তি জাহাজ নোঙর করেছিল। তখন থেকেই এই শহরে বিড়ালের বসবাস শুরু হয়। [583, 348, 718, 426]
article-headline: ছাত্রদলে সিনিয়র যুগ্ম [21, 998, 132, 1014]
article-headline: ভারত থেকে তৈরি [746, 362, 841, 378]
article-headline: পাহাড়ের ১০০ স্কুল [744, 95, 844, 110]
news-column [296, 88, 431, 1417]
article-body: জেলা বর্তমানে উপজেলা শিক্ষা কর্মকর্তারাও নবম গ্রেডে বেতন পাচ্ছেন। তদারকি কর্মকর্তা এবং প্রধান শিক্ষকের বেতন গ্রেড একই হওয়ায় বিষয়টি নিয়ে প্রশাসনিক জটিলতাও তৈরি হয়েছে। অন্যদিকে ১৩তম গ্রেডে বেতন পাচ্ছেন সহকারী শিক্ষকরা। এতে করে প্রধান শিক্ষক ও সহকারী শিক্ষকের তিন গ্রেডের ব্যবধান তৈরি হয়েছে। এতে টাকার অঙ্কে ইনক্রিমেন্টসহ প্রায় ১৫ হাজার ব্যবধান তৈরি হয়েছে। এ অসন্তোষ দূর করতে সরকার বেতন গ্রেড উন্নীত করার সিদ্ধান্ত নিয়েছে। অর্থ মন্ত্রণালয়ও বিষয়টিতে সম্মতি দিয়েছে। প্রাথমিক শিক্ষা অধিদপ্তরের মহাপরিচালক আবু নূর মো. শামসুজ্জামান বলেন, সহকারী শিক্ষকদের পদনাম পরিবর্তন করে 'শিক্ষক' করা হয়েছে। তাদের বেতন ১২ থেকে ১১ গ্রেডে উন্নীত করতে প্রস্তাব দেওয়া হয়েছে। এছাড়া উপজেলা প্রাথমিক শিক্ষা কর্মকর্তা (ইউইপিও), জেলা প্রাথমিক শিক্ষা কর্মকর্তা (ডিপিইও) এবং বিভাগীয় উপ-পরিচালকদের (ডিডি) গ্রেড এক ধাপ উন্নীত করতে প্রস্তাব দেওয়া হবে। তিনি জানান, অর্থ উপদেষ্টা, অর্থ সচিব, প্রাথমিক ও গণশিক্ষা সচিবের সঙ্গে এ বিষয়ে বৈঠক হয়েছে। বৈঠকে বেতন বাড়ানোর যুক্তি তুলে ধরা হলে তাতে অর্থ মন্ত্রণালয় ইতিবাচক সায় দিয়েছে। নতুন পে-কমিশনের কাছে বিষয়টি তুলে ধরা হচ্ছে। [296, 596, 431, 807]
continued-from-label: প্রথম পৃষ্ঠার পর [152, 936, 195, 945]
notice-title: হলফনামা [767, 744, 820, 760]
news-columns [0, 86, 870, 1427]
news-column [583, 88, 718, 1417]
article-headline: ঢাবির হলগুলোতে কমিটি [296, 315, 430, 331]
article-body: দুগ্ধজাত পণ্যের উৎপাদনশীলতা বৃদ্ধি এবং টেকসই করা, দেশীয় জাতের জিনগত বৈশিষ্ট্য সংরক্ষণ ও সম্প্রসারিত করা এবং গবাদিপশুর মাধ্যমে কৃষক ও খামারিদের সক্ষমতা বৃদ্ধি করা। মৎস্য ও প্রাণিসম্পদ মন্ত্রণালয়ের কর্মকর্তারা উল্লেখ [439, 1102, 574, 1146]
article-body: নেওয়ার ব্যবস্থা করা হচ্ছে। ফরেনসিক সংক্রান্ত বিষয় ছাড়া বাকি সব বিষয় শেষ হয়েছে। এসময় চট্টগ্রামের জেলা প্রশাসক ফরিদা খানম, গণপূর্ত অধিদপ্তরের চট্টগ্রামের ঊর্ধ্বতন কর্মকর্তা এবং প্রিন্ট ও ইলেকট্রনিক মিডিয়ার সাংবাদিকরা উপস্থিত ছিলেন। [152, 1223, 287, 1275]
article-body: আমাদের জন্য অত্যন্ত জরুরি। তিনি আরও বলেন, সংস্কার আমাদের অবশ্যই করতে হবে। ভারতীয় মননে অনেক বিষয়ে স্থিমত থাকলেও, এর মীমাংসার জন্য নির্বাচন অপরিহার্য। শান্তিপূর্ণ ও গণতান্ত্রিক উপায়ে সমাজের সম্পদ বণ্টন করার জন্য একটি সুষ্ঠু ও গ্রহণযোগ্য নির্বাচন প্রয়োজন। আলোচনা সভায় গণঅধিকার পরিষদের সভাপতি নুরুল হক নুর 'জুলাই সনদ' বিষয়ে তার স্থিমত প্রকাশ করেন। তিনি বলেন, সনদে কিছু মৌলিক বিষয় যুক্ত করা হয়েছে এবং গুরুত্বপূর্ণ বিষয়গুলো আড়াল করা হয়েছে। সবার সম্মিলিত অবদান ও অংশগ্রহণ নিয়ে একটি উন্নত ও গণতান্ত্রিক বাংলাদেশ গড়ার কাজ করতে হবে। অন্তর্বর্তী সরকার দ্রুত একটি জাতীয় নির্বাচনের তারিখ ঘোষণা করবে বলে আশা করি। সেই নির্বাচন দেশের গণতন্ত্রের জন্য একটি মডেল নির্বাচন হিসেবে বিবেচিত হবে, যা জনগণের মতপ্রকাশের অধিকার নিশ্চিত করবে এবং একটি শক্তিশালী সরকার গঠনে সহায়তা করবে বলেও উল্লেখ করেন নুর। [583, 142, 718, 309]
article-body: দুদিনে পরিচালিত অভিযানে ৪ জনকে গ্রেপ্তার করা হয়। তারা হলেন- মো. মামুন অর রশিদ ওরফে অমির (৩৫), কামী মো. জাহেদ (৩২), মো. ইউসুফ (২২) ও মো. কুদ্দুস আলী (৫০)। এ সময় তাদের হেফাজত থেকে একটি বিদেশি পিস্তল উদ্ধার করা হয়। [583, 867, 718, 910]
continued-from-label: শেষ পৃষ্ঠার পর [439, 1090, 479, 1099]
continued-from-label: শেষ পৃষ্ঠার পর [583, 765, 623, 774]
article-headline: থাকছে না বিচারবহির্ভূত [732, 577, 856, 593]
article-headline: চব্বিশের গণঅভ্যুত্থানে [160, 748, 279, 764]
article-headline: আরও ৪ দিন ভারী [602, 434, 699, 450]
page-number: ২ [12, 32, 52, 76]
article-body: ছাত্রনেতা সবসময় আস্থা পাবে। জানতে চাইলে ঢাবি ছাত্রদলের সভাপতি গণেশ চন্দ্র রায় সাহস ঢাকা পোস্টকে বলেন, নবপ্রকাশিত কমিটিতে পদায়িত কেউ যদি অনৈতিক কার্যক্রমে যুক্ত থাকেন কিংবা গঠিত ফরম ও কমিটি গঠন প্রক্রিয়ায় তথ্য গোপন করে থাকেন, তবে তার বিরুদ্ধে যথাযথ তদন্তপূর্বক সাংগঠনিক ব্যবস্থা নেওয়া হবে। এ বিষয়ে জানতে ছাত্রদলের সাধারণ সম্পাদকের সঙ্গে যোগাযোগের চেষ্টা করা হলেও তাকে পাওয়া যায়নি। [9, 1029, 144, 1116]
news-column [9, 88, 144, 1417]
continued-from-label: শেষ পৃষ্ঠার পর [726, 114, 766, 123]
continued-from-label: শেষ পৃষ্ঠার পর [439, 431, 479, 440]
masthead-tagline: সত্য ও ন্যায়ের পথে অবিচল [787, 72, 859, 80]
continued-from-label: প্রথম পৃষ্ঠার পর [9, 114, 52, 123]
continued-from-label: প্রথম পৃষ্ঠার পর [296, 334, 339, 343]
article-body: ঘুটেরা ও মাফিয়া শ্রেণির হাতে পুনরায় ক্ষমতা হস্তান্তরের প্রক্রিয়া নিশ্চিত করা। তথাকথিত 'জুলাই ঘোষণা'র একটি তাৎক্ষণিক প্রতিক্রিয়া গত ৫ তারিখেই আমি দিয়েছি (কমেন্টে দেখুন)। গণ-অভ্যুত্থানের পরপরই গণ-অভ্যুত্থানকে নস্যাৎ করার জন্য শেখ হাসিনার নিযুক্ত প্রেসিডেন্টকে বহাল রেখে এবং প্রেসিডেন্টের হাতে ফ্যাসিস্ট সংবিধান রক্ষার শপথ নিয়ে সেনা সমর্থিত উপদেষ্টা সরকার গঠন হয়েছে। শুরু থেকেই গণ-অভ্যুত্থান নস্যাৎ করার এই প্রতিবিপ্লবী চাতুর্য সম্পর্কে আমি সাবধান করেছি। পুরানো সংবিধান বাতিল করে নতুন রাষ্ট্র গঠনের ভূমিকা যে সরকার পালন করে তাকেই বলা হয় 'অন্তর্বর্তীকালীন সরকার'। মনে রাখা দরকার শেখ হাসিনার চরম গণবিরোধী ফ্যাসিস্ট সংবিধানের অধীনে উপদেষ্টা সরকার গঠনের কোনো বিধান নাই। অন্তর্বর্তী সরকারের আইনি ও রাজনৈতিক বৈধতা গণ-অভ্যুত্থান। অর্থাৎ জনগণই ক্ষমতার উৎস। গণ-অভ্যুত্থানের মধ্য দিয়ে সৃজিত হওয়া জনগণের সার্বভৌম গাঠনিক ক্ষমতাই [296, 1132, 431, 1299]
